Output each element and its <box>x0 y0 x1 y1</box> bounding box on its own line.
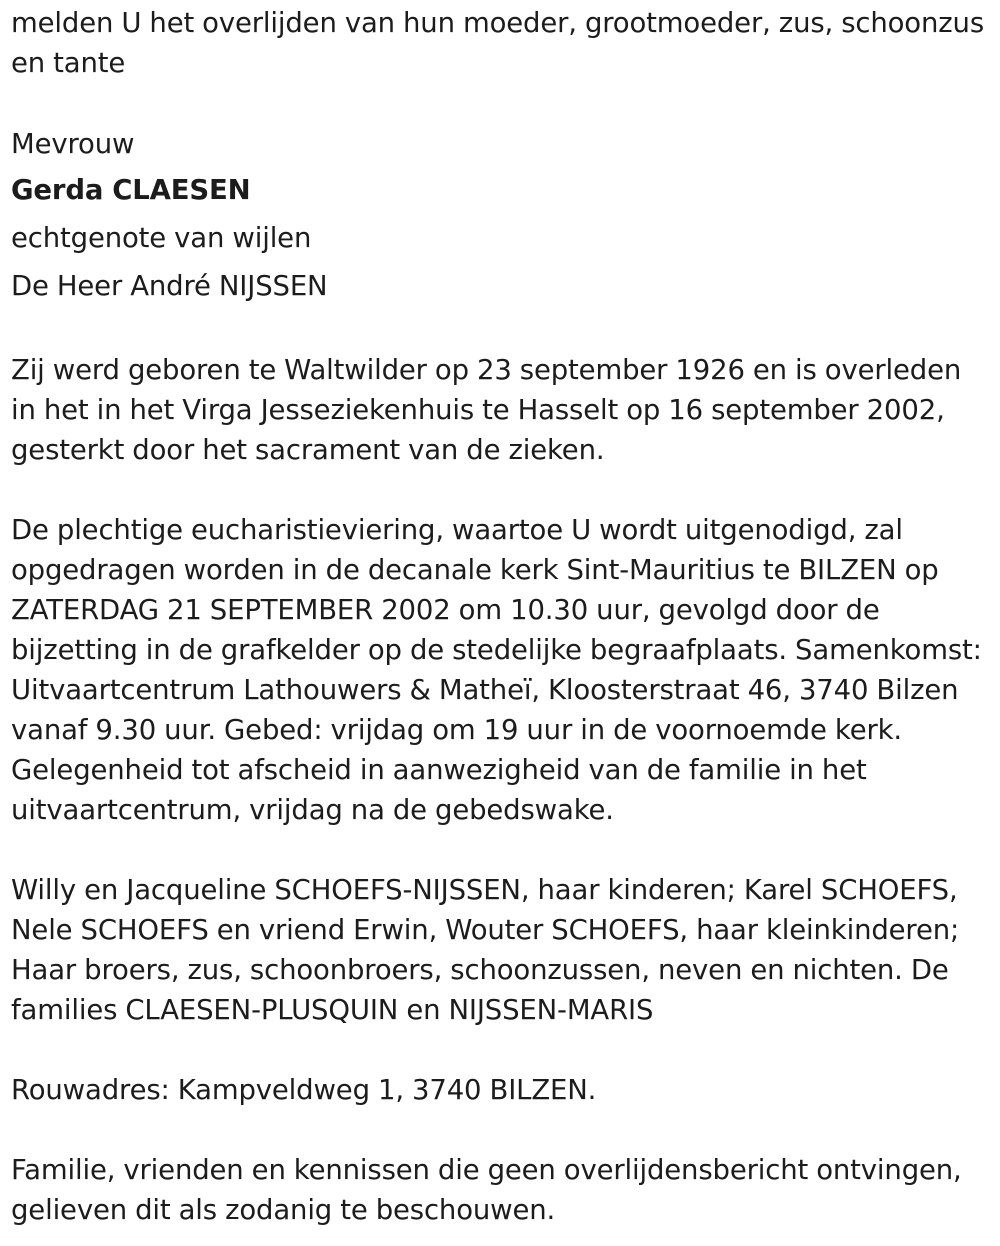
family-paragraph: Willy en Jacqueline SCHOEFS-NIJSSEN, haar kinderen; Karel SCHOEFS, Nele SCHOEFS en vriend Erwin, Wouter SCHOEFS, haar kleinkinderen; Haar broers, zus, schoonbroers, schoonzussen, neven en nichten. De families CLAESEN-PLUSQUIN en NIJSSEN-MARIS <box>11 874 960 1026</box>
deceased-name: Gerda CLAESEN <box>11 174 251 206</box>
intro-paragraph: melden U het overlijden van hun moeder, grootmoeder, zus, schoonzus en tante <box>11 7 985 79</box>
deceased-title: Mevrouw <box>11 128 135 160</box>
birth-death-paragraph: Zij werd geboren te Waltwilder op 23 september 1926 en is overleden in het in het Virga Jesseziekenhuis te Hasselt op 16 september 2002, gesterkt door het sacrament van de zieken. <box>11 354 962 466</box>
obituary-notice <box>11 3 986 1230</box>
deceased-block <box>11 123 986 310</box>
deceased-relation: echtgenote van wijlen <box>11 222 312 254</box>
address-paragraph: Rouwadres: Kampveldweg 1, 3740 BILZEN. <box>11 1074 597 1106</box>
ceremony-paragraph: De plechtige eucharistieviering, waartoe U wordt uitgenodigd, zal opgedragen worden in de decanale kerk Sint-Mauritius te BILZEN op ZATERDAG 21 SEPTEMBER 2002 om 10.30 uur, gevolgd door de bijzetting in de grafkelder op de stedelijke begraafplaats. Samenkomst: Uitvaartcentrum Lathouwers & Matheï, Kloosterstraat 46, 3740 Bilzen vanaf 9.30 uur. Gebed: vrijdag om 19 uur in de voornoemde kerk. Gelegenheid tot afscheid in aanwezigheid van de familie in het uitvaartcentrum, vrijdag na de gebedswake. <box>11 514 982 826</box>
deceased-spouse: De Heer André NIJSSEN <box>11 270 328 302</box>
closing-paragraph: Familie, vrienden en kennissen die geen overlijdensbericht ontvingen, gelieven dit als zodanig te beschouwen. <box>11 1154 962 1226</box>
